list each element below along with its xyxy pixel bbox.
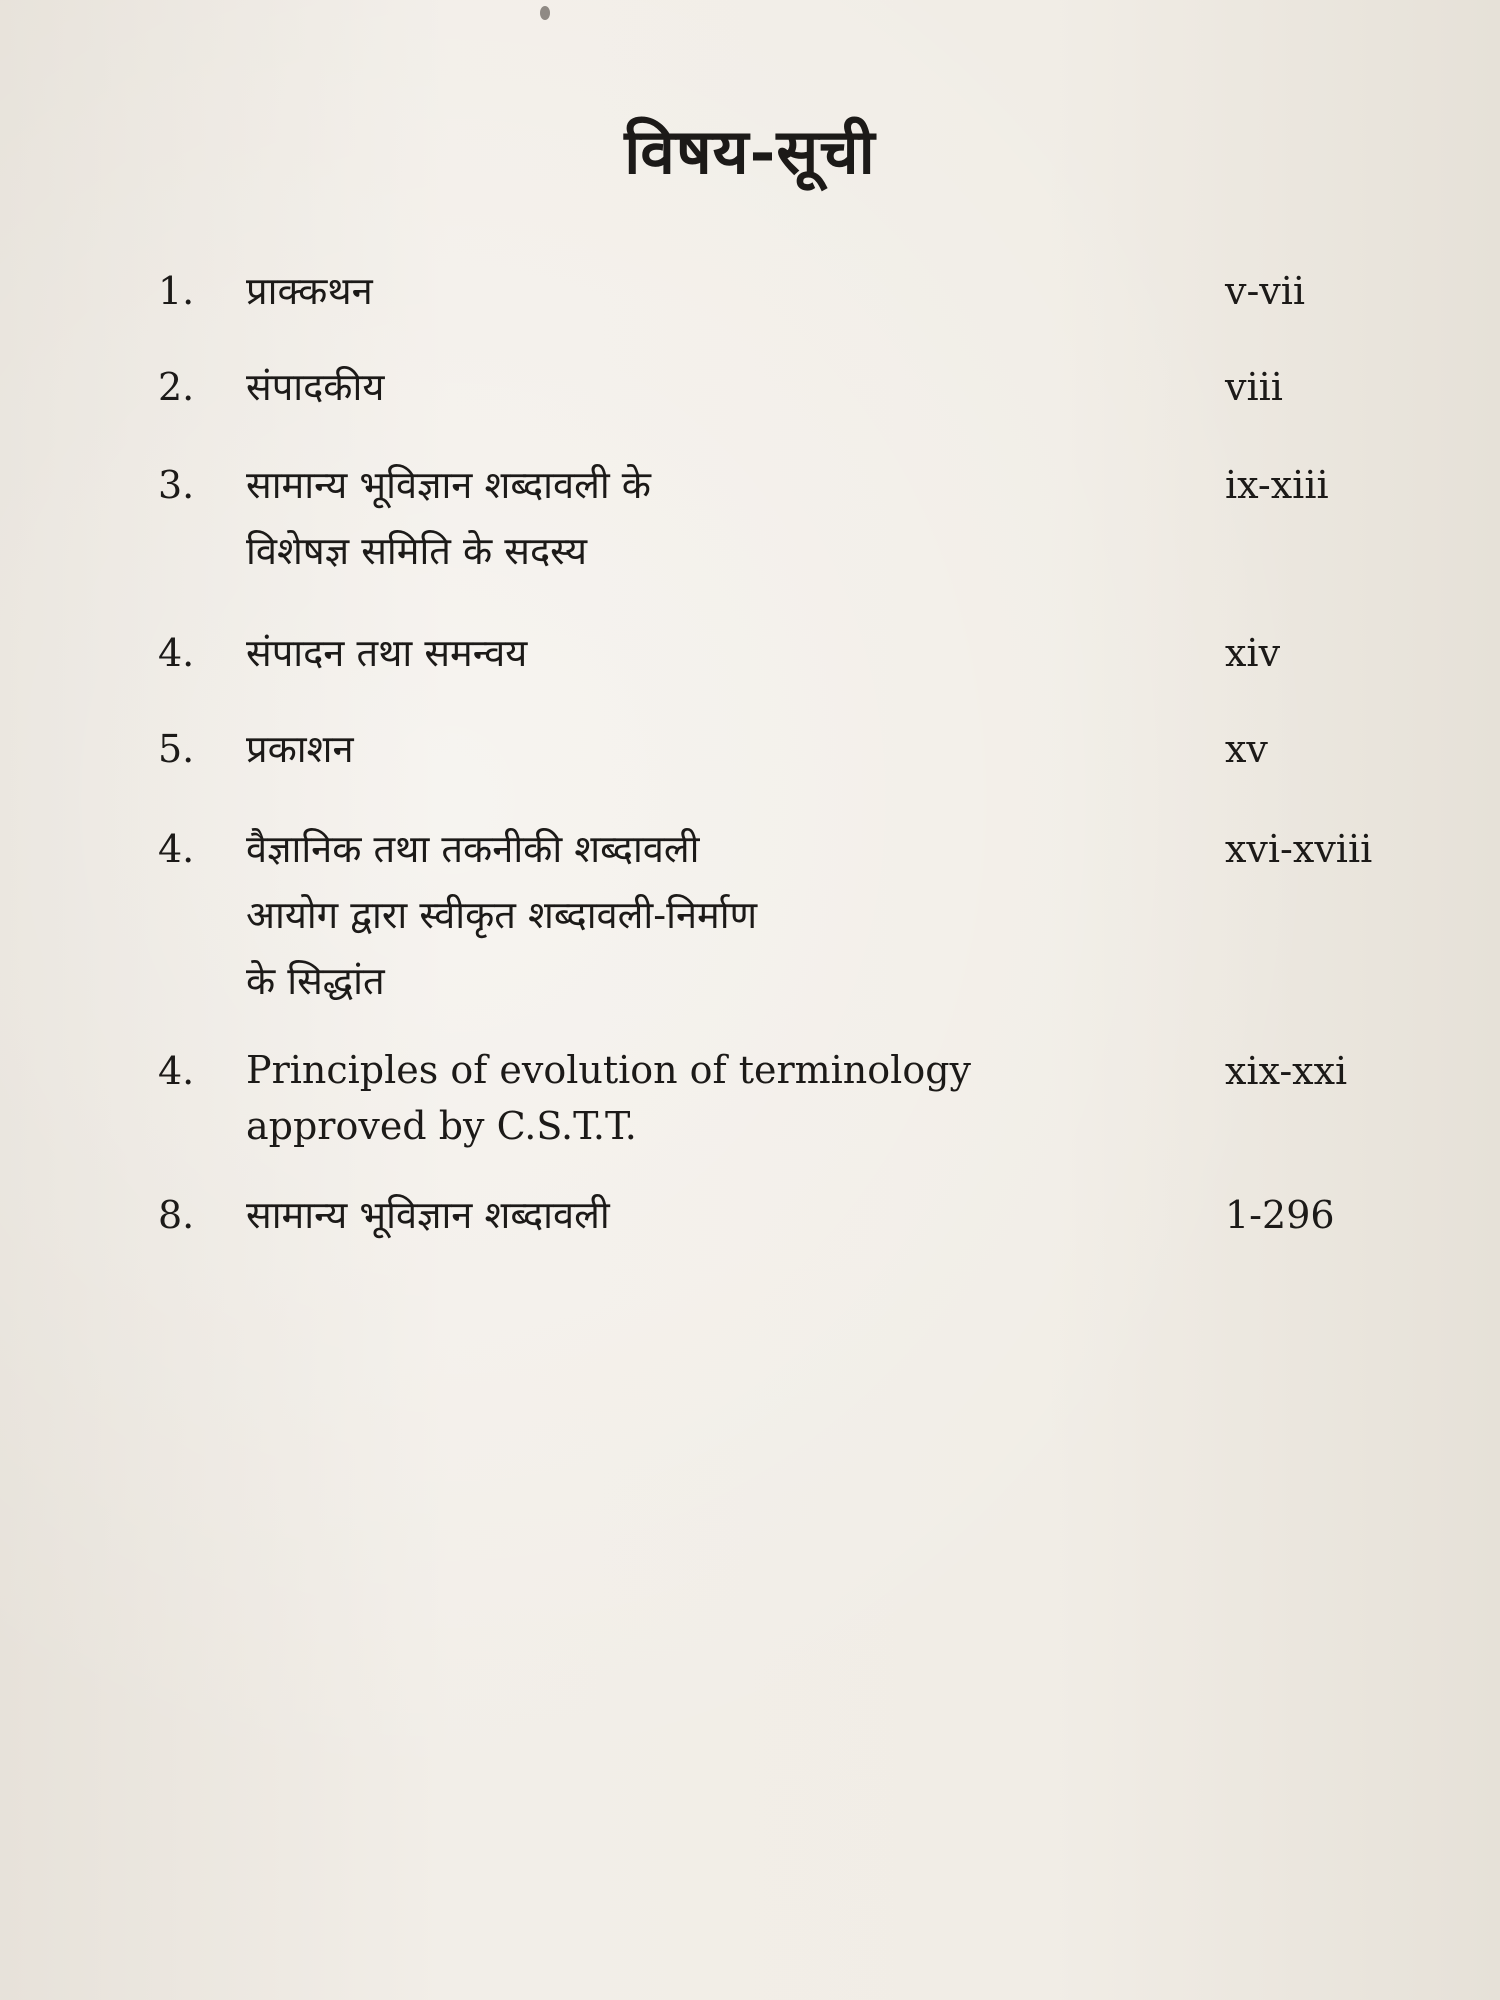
entry-number: 4. bbox=[158, 1049, 195, 1093]
entry-title-line: आयोग द्वारा स्वीकृत शब्दावली-निर्माण bbox=[246, 893, 758, 937]
entry-title-line: वैज्ञानिक तथा तकनीकी शब्दावली bbox=[246, 827, 700, 871]
entry-title-line: विशेषज्ञ समिति के सदस्य bbox=[246, 529, 587, 573]
entry-title bbox=[246, 1042, 1066, 1154]
entry-page-range: viii bbox=[1225, 365, 1283, 409]
entry-number: 5. bbox=[158, 727, 195, 771]
entry-page-range: xv bbox=[1225, 727, 1268, 771]
entry-title-line: के सिद्धांत bbox=[246, 959, 385, 1003]
entry-number: 2. bbox=[158, 365, 195, 409]
entry-number: 4. bbox=[158, 631, 195, 675]
page-title: विषय-सूची bbox=[624, 115, 876, 188]
entry-title-line: सामान्य भूविज्ञान शब्दावली के bbox=[246, 463, 651, 507]
entry-title-line: प्रकाशन bbox=[246, 727, 354, 771]
entry-title-line: Principles of evolution of terminology bbox=[246, 1048, 971, 1092]
entry-title bbox=[246, 816, 1066, 1014]
entry-page-range: v-vii bbox=[1225, 269, 1306, 313]
entry-page-range: xiv bbox=[1225, 631, 1281, 675]
entry-number: 4. bbox=[158, 827, 195, 871]
ink-speck bbox=[540, 6, 550, 20]
entry-number: 8. bbox=[158, 1193, 195, 1237]
entry-title bbox=[246, 258, 1066, 324]
entry-title-line: approved by C.S.T.T. bbox=[246, 1104, 637, 1148]
entry-number: 3. bbox=[158, 463, 195, 507]
entry-title-line: संपादकीय bbox=[246, 365, 385, 409]
entry-page-range: ix-xiii bbox=[1225, 463, 1329, 507]
entry-page-range: xix-xxi bbox=[1225, 1049, 1348, 1093]
entry-page-range: xvi-xviii bbox=[1225, 827, 1373, 871]
entry-title bbox=[246, 452, 1066, 584]
entry-title bbox=[246, 1182, 1066, 1248]
entry-title bbox=[246, 716, 1066, 782]
entry-title bbox=[246, 620, 1066, 686]
entry-title bbox=[246, 354, 1066, 420]
entry-page-range: 1-296 bbox=[1225, 1193, 1335, 1237]
entry-title-line: प्राक्कथन bbox=[246, 269, 373, 313]
entry-title-line: संपादन तथा समन्वय bbox=[246, 631, 528, 675]
entry-number: 1. bbox=[158, 269, 195, 313]
entry-title-line: सामान्य भूविज्ञान शब्दावली bbox=[246, 1193, 610, 1237]
